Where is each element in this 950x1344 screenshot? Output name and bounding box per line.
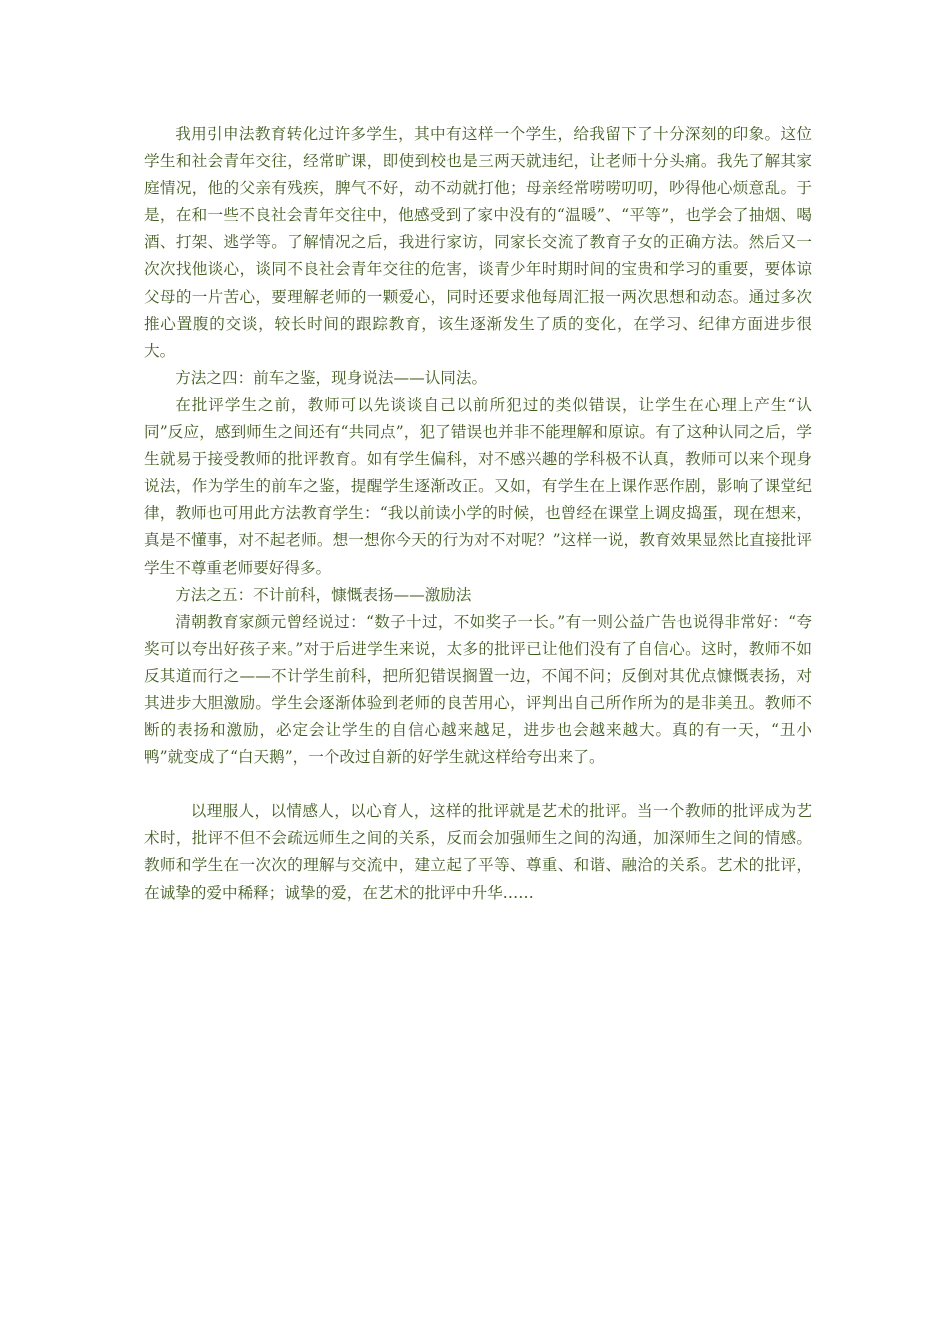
paragraph-case-story: 我用引申法教育转化过许多学生，其中有这样一个学生，给我留下了十分深刻的印象。这位学生和社会青年交往，经常旷课，即使到校也是三两天就违纪，让老师十分头痛。我先了解其家庭情况，他的父亲有残疾，脾气不好，动不动就打他；母亲经常唠唠叨叨，吵得他心烦意乱。于是，在和一些不良社会青年交往中，他感受到了家中没有的“温暖”、“平等”，也学会了抽烟、喝酒、打架、逃学等。了解情况之后，我进行家访，同家长交流了教育子女的正确方法。然后又一次次找他谈心，谈同不良社会青年交往的危害，谈青少年时期时间的宝贵和学习的重要，要体谅父母的一片苦心，要理解老师的一颗爱心，同时还要求他每周汇报一两次思想和动态。通过多次推心置腹的交谈，较长时间的跟踪教育，该生逐渐发生了质的变化，在学习、纪律方面进步很大。 [144, 125, 812, 360]
paragraph-conclusion: 以理服人，以情感人，以心育人，这样的批评就是艺术的批评。当一个教师的批评成为艺术时，批评不但不会疏远师生之间的关系，反而会加强师生之间的沟通，加深师生之间的情感。教师和学生在一次次的理解与交流中，建立起了平等、尊重、和谐、融洽的关系。艺术的批评，在诚挚的爱中稀释；诚挚的爱，在艺术的批评中升华…… [144, 802, 812, 902]
document-body [144, 121, 812, 907]
paragraph-method-four: 在批评学生之前，教师可以先谈谈自己以前所犯过的类似错误，让学生在心理上产生“认同”反应，感到师生之间还有“共同点”，犯了错误也并非不能理解和原谅。有了这种认同之后，学生就易于接受教师的批评教育。如有学生偏科，对不感兴趣的学科极不认真，教师可以来个现身说法，作为学生的前车之鉴，提醒学生逐渐改正。又如，有学生在上课作恶作剧，影响了课堂纪律，教师也可用此方法教育学生：“我以前读小学的时候，也曾经在课堂上调皮捣蛋，现在想来，真是不懂事，对不起老师。想一想你今天的行为对不对呢？”这样一说，教育效果显然比直接批评学生不尊重老师要好得多。 [144, 395, 812, 577]
heading-method-five: 方法之五：不计前科，慷慨表扬——激励法 [175, 585, 472, 604]
paragraph-method-five: 清朝教育家颜元曾经说过：“数子十过，不如奖子一长。”有一则公益广告也说得非常好：“夸奖可以夸出好孩子来。”对于后进学生来说，太多的批评已让他们没有了自信心。这时，教师不如反其道而行之——不计学生前科，把所犯错误搁置一边，不闻不问；反倒对其优点慷慨表扬，对其进步大胆激励。学生会逐渐体验到老师的良苦用心，评判出自己所作所为的是非美丑。教师不断的表扬和激励，必定会让学生的自信心越来越足，进步也会越来越大。真的有一天，“丑小鸭”就变成了“白天鹅”，一个改过自新的好学生就这样给夸出来了。 [144, 612, 812, 767]
heading-method-four: 方法之四：前车之鉴，现身说法——认同法。 [175, 368, 488, 387]
paragraph-spacer [144, 771, 812, 798]
